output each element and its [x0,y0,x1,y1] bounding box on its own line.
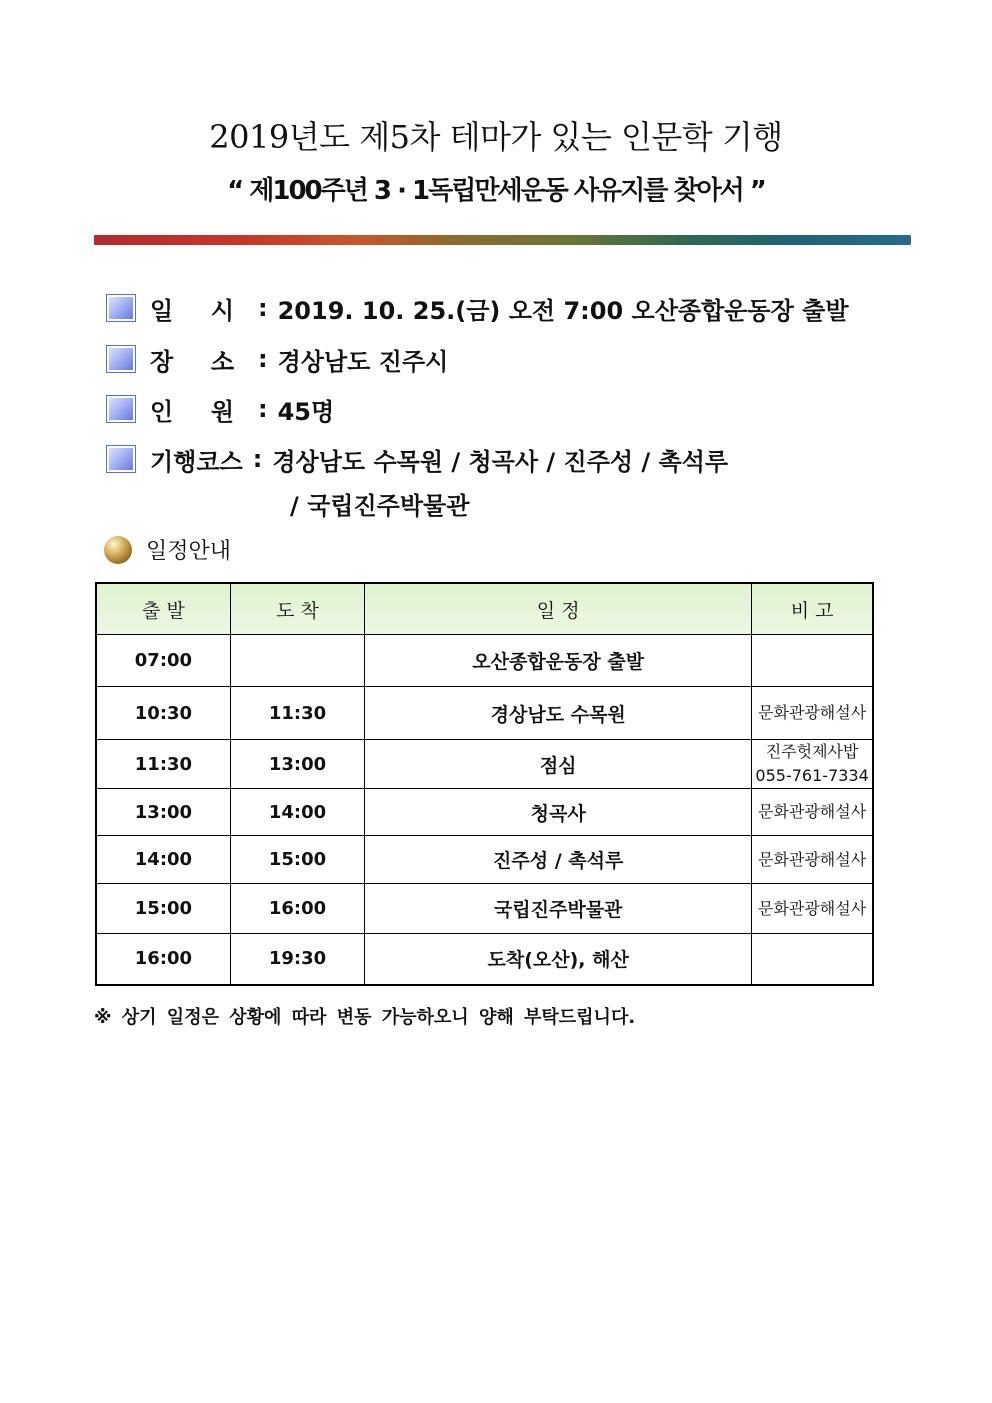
col-header-arrive: 도 착 [230,583,364,635]
table-row [96,934,873,985]
depart-time: 11:30 [96,740,230,789]
square-bullet-icon [106,294,136,322]
event-note [752,687,873,740]
info-date-label-char2: 시 [210,296,234,325]
info-people-label-char2: 원 [210,397,234,426]
info-place-row [106,339,448,379]
event-note [752,635,873,687]
event-note [752,836,873,884]
decorative-divider [94,235,911,245]
info-date-value: 2019. 10. 25.(금) 오전 7:00 오산종합운동장 출발 [277,296,849,325]
info-course-value-continued: / 국립진주박물관 [290,492,470,520]
event-name: 국립진주박물관 [365,884,752,934]
square-bullet-icon [106,395,136,423]
info-people-value: 45명 [277,397,335,426]
arrive-time: 19:30 [230,934,364,985]
depart-time: 15:00 [96,884,230,934]
info-date-label-char1: 일 [150,296,174,325]
arrive-time [230,635,364,687]
info-place-label [150,342,234,377]
table-row [96,836,873,884]
event-name: 진주성 / 촉석루 [365,836,752,884]
note-line: 문화관광해설사 [757,802,867,821]
info-people-row [106,389,334,429]
note-line: 문화관광해설사 [757,849,867,869]
round-bullet-icon [104,536,132,564]
schedule-table [95,582,874,986]
info-date-row [106,288,849,328]
table-row [96,789,873,836]
square-bullet-icon [106,445,136,473]
arrive-time: 14:00 [230,789,364,836]
note-line: 문화관광해설사 [757,703,867,722]
info-separator: : [258,345,268,373]
document-subtitle: “ 제100주년 3 · 1독립만세운동 사유지를 찾아서 ” [227,176,765,206]
event-note [752,884,873,934]
event-name: 청곡사 [365,789,752,836]
square-bullet-icon [106,345,136,373]
table-row [96,740,873,789]
col-header-schedule: 일 정 [365,583,752,635]
table-row [96,884,873,934]
info-place-label-char1: 장 [150,347,174,376]
arrive-time: 13:00 [230,740,364,789]
table-row [96,687,873,740]
event-name: 점심 [365,740,752,789]
event-name: 오산종합운동장 출발 [365,635,752,687]
info-people-label [150,392,234,427]
document-title: 2019년도 제5차 테마가 있는 인문학 기행 [209,118,783,156]
col-header-note: 비 고 [752,583,873,635]
info-date-label [150,291,234,326]
event-note [752,789,873,836]
info-place-label-char2: 소 [210,347,234,376]
section-title: 일정안내 [146,539,232,564]
event-note [752,934,873,985]
info-separator: : [258,395,268,423]
note-line-2: 055-761-7334 [755,766,869,785]
info-course-label: 기행코스 [150,447,243,476]
arrive-time: 15:00 [230,836,364,884]
col-header-depart: 출 발 [96,583,230,635]
table-row [96,635,873,687]
info-course-row [106,439,728,479]
arrive-time: 11:30 [230,687,364,740]
footnote: ※ 상기 일정은 상황에 따라 변동 가능하오니 양해 부탁드립니다. [94,1007,636,1028]
event-name: 경상남도 수목원 [365,687,752,740]
table-header-row [96,583,873,635]
depart-time: 07:00 [96,635,230,687]
depart-time: 10:30 [96,687,230,740]
info-separator: : [258,294,268,322]
note-line: 문화관광해설사 [757,898,867,918]
info-place-value: 경상남도 진주시 [277,347,449,376]
schedule-section-heading [104,534,231,565]
depart-time: 16:00 [96,934,230,985]
arrive-time: 16:00 [230,884,364,934]
event-name: 도착(오산), 해산 [365,934,752,985]
event-note [752,740,873,789]
depart-time: 13:00 [96,789,230,836]
info-people-label-char1: 인 [150,397,174,426]
info-separator: : [252,445,263,473]
info-course-value: 경상남도 수목원 / 청곡사 / 진주성 / 촉석루 [272,447,729,476]
depart-time: 14:00 [96,836,230,884]
note-line: 진주헛제사밥 [765,742,859,761]
